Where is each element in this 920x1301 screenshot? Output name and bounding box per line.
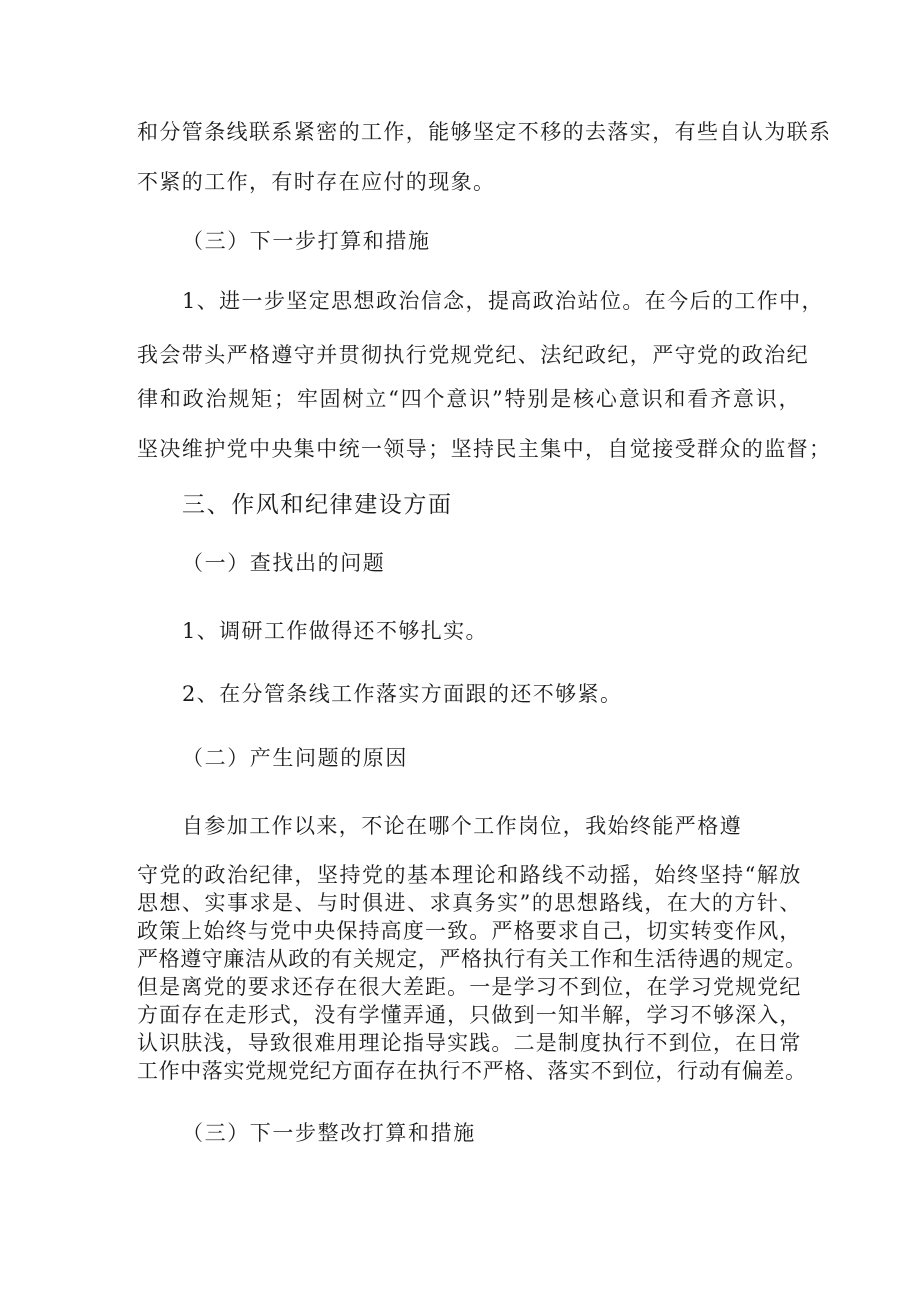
paragraph-line: 不紧的工作，有时存在应付的现象。 [137, 170, 496, 194]
paragraph-line: 政策上始终与党中央保持高度一致。严格要求自己，切实转变作风， [137, 919, 801, 943]
paragraph-line: 自参加工作以来，不论在哪个工作岗位，我始终能严格遵 [182, 814, 742, 838]
list-item: 2、在分管条线工作落实方面跟的还不够紧。 [182, 682, 623, 706]
paragraph-line: 1、进一步坚定思想政治信念，提高政治站位。在今后的工作中， [182, 289, 824, 313]
dense-paragraph [137, 861, 807, 1085]
subheading-problems: （一）查找出的问题 [182, 551, 386, 575]
section-heading: 三、作风和纪律建设方面 [182, 492, 453, 518]
paragraph-line: 律和政治规矩；牢固树立“四个意识”特别是核心意识和看齐意识， [137, 387, 801, 411]
paragraph-line: 认识肤浅，导致很难用理论指导实践。二是制度执行不到位，在日常 [137, 1031, 801, 1055]
paragraph-line: 但是离党的要求还存在很大差距。一是学习不到位，在学习党规党纪 [137, 975, 801, 999]
subheading-causes: （二）产生问题的原因 [182, 746, 408, 770]
paragraph-line: 严格遵守廉洁从政的有关规定，严格执行有关工作和生活待遇的规定。 [137, 947, 807, 971]
paragraph-line: 工作中落实党规党纪方面存在执行不严格、落实不到位，行动有偏差。 [137, 1059, 807, 1083]
paragraph-line: 和分管条线联系紧密的工作，能够坚定不移的去落实，有些自认为联系 [137, 120, 832, 144]
paragraph-line: 方面存在走形式，没有学懂弄通，只做到一知半解，学习不够深入， [137, 1003, 801, 1027]
paragraph-line: 思想、实事求是、与时俱进、求真务实”的思想路线，在大的方针、 [137, 891, 801, 915]
list-item: 1、调研工作做得还不够扎实。 [182, 619, 488, 643]
subheading-next-steps: （三）下一步打算和措施 [182, 229, 431, 253]
paragraph-line: 我会带头严格遵守并贯彻执行党规党纪、法纪政纪，严守党的政治纪 [137, 343, 809, 367]
subheading-rectification: （三）下一步整改打算和措施 [182, 1121, 476, 1145]
paragraph-line: 守党的政治纪律，坚持党的基本理论和路线不动摇，始终坚持“解放 [137, 863, 801, 887]
paragraph-line: 坚决维护党中央集中统一领导；坚持民主集中，自觉接受群众的监督； [137, 437, 832, 461]
